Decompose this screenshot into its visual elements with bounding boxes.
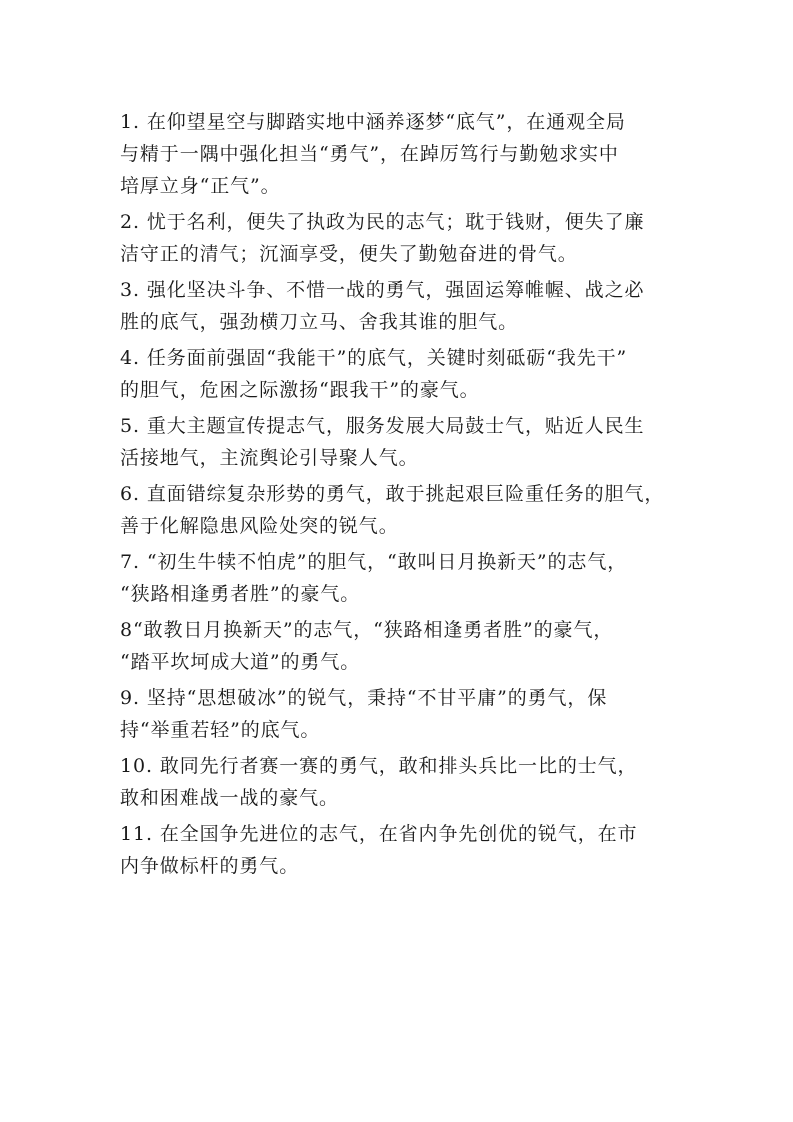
text-line: 3. 强化坚决斗争、不惜一战的勇气，强固运筹帷幄、战之必 [120, 279, 645, 301]
document-body [120, 106, 690, 886]
text-line: 4. 任务面前强固“我能干”的底气，关键时刻砥砺“我先干” [120, 347, 628, 369]
text-line: 2. 忧于名利，便失了执政为民的志气；耽于钱财，便失了廉 [120, 211, 645, 233]
text-line: 8“敢教日月换新天”的志气，“狭路相逢勇者胜”的豪气， [120, 619, 614, 641]
text-line: 敢和困难战一战的豪气。 [120, 787, 339, 809]
list-item-9 [120, 682, 690, 746]
text-line: 善于化解隐患风险处突的锐气。 [120, 515, 399, 537]
list-item-10 [120, 750, 690, 814]
text-line: 1. 在仰望星空与脚踏实地中涵养逐梦“底气”，在通观全局 [120, 111, 626, 133]
list-item-2 [120, 206, 690, 270]
list-item-7 [120, 546, 690, 610]
text-line: 9. 坚持“思想破冰”的锐气，秉持“不甘平庸”的勇气，保 [120, 687, 608, 709]
text-line: 持“举重若轻”的底气。 [120, 719, 321, 741]
text-line: “狭路相逢勇者胜”的豪气。 [120, 583, 361, 605]
text-line: 5. 重大主题宣传提志气，服务发展大局鼓士气，贴近人民生 [120, 415, 645, 437]
text-line: “踏平坎坷成大道”的勇气。 [120, 651, 361, 673]
list-item-11 [120, 818, 690, 882]
text-line: 与精于一隅中强化担当“勇气”，在踔厉笃行与勤勉求实中 [120, 143, 619, 165]
list-item-4 [120, 342, 690, 406]
text-line: 胜的底气，强劲横刀立马、舍我其谁的胆气。 [120, 311, 519, 333]
list-item-8 [120, 614, 690, 678]
text-line: 7. “初生牛犊不怕虎”的胆气，“敢叫日月换新天”的志气， [120, 551, 628, 573]
text-line: 10. 敢同先行者赛一赛的勇气，敢和排头兵比一比的士气， [120, 755, 638, 777]
text-line: 的胆气，危困之际激扬“跟我干”的豪气。 [120, 379, 480, 401]
text-line: 洁守正的清气；沉湎享受，便失了勤勉奋进的骨气。 [120, 243, 578, 265]
list-item-6 [120, 478, 690, 542]
text-line: 11. 在全国争先进位的志气，在省内争先创优的锐气，在市 [120, 823, 638, 845]
text-line: 6. 直面错综复杂形势的勇气，敢于挑起艰巨险重任务的胆气， [120, 483, 665, 505]
text-line: 培厚立身“正气”。 [120, 175, 281, 197]
text-line: 内争做标杆的勇气。 [120, 855, 300, 877]
text-line: 活接地气，主流舆论引导聚人气。 [120, 447, 419, 469]
list-item-5 [120, 410, 690, 474]
list-item-1 [120, 106, 690, 202]
list-item-3 [120, 274, 690, 338]
